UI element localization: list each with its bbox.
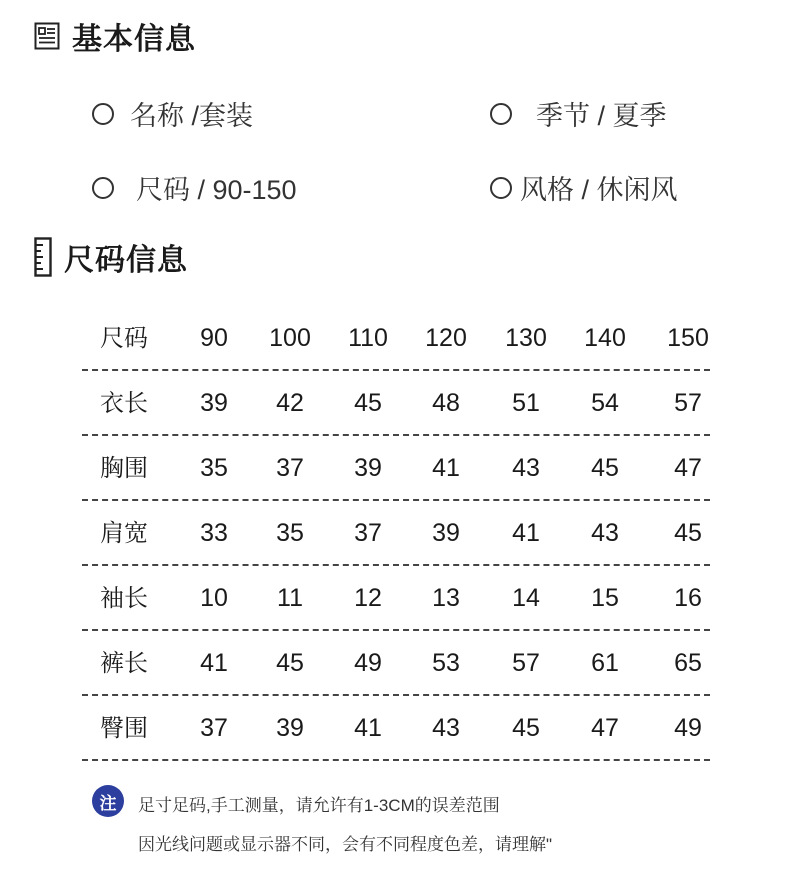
table-cell: 49 [354, 649, 382, 677]
table-cell: 39 [354, 454, 382, 482]
table-cell: 13 [432, 584, 460, 612]
circle-bullet-icon [490, 177, 512, 199]
table-cell: 120 [425, 324, 467, 352]
size-info-title: 尺码信息 [64, 244, 188, 277]
circle-bullet-icon [490, 103, 512, 125]
table-cell: 41 [512, 519, 540, 547]
table-cell: 47 [674, 454, 702, 482]
table-cell: 12 [354, 584, 382, 612]
table-cell: 45 [591, 454, 619, 482]
note-line-2: 因光线问题或显示器不同，会有不同程度色差，请理解" [138, 835, 553, 854]
table-row [82, 631, 710, 696]
row-label: 裤长 [100, 650, 148, 677]
info-item-text: 风格 / 休闲风 [520, 175, 678, 205]
size-table [82, 306, 710, 761]
table-cell: 10 [200, 584, 228, 612]
table-cell: 90 [200, 324, 228, 352]
table-cell: 100 [269, 324, 311, 352]
table-cell: 49 [674, 714, 702, 742]
ruler-icon [34, 237, 52, 277]
table-cell: 37 [276, 454, 304, 482]
table-cell: 35 [276, 519, 304, 547]
table-cell: 14 [512, 584, 540, 612]
table-cell: 11 [277, 584, 303, 612]
circle-bullet-icon [92, 103, 114, 125]
info-item-name [92, 94, 253, 133]
table-cell: 33 [200, 519, 228, 547]
table-cell: 57 [674, 389, 702, 417]
table-row [82, 306, 710, 371]
note-line-1: 足寸足码,手工测量，请允许有1-3CM的误差范围 [138, 796, 500, 815]
info-item-style [490, 168, 678, 207]
info-item-size [92, 168, 297, 207]
table-row [82, 371, 710, 436]
table-cell: 53 [432, 649, 460, 677]
table-cell: 65 [674, 649, 702, 677]
table-cell: 43 [512, 454, 540, 482]
size-info-header [34, 235, 188, 279]
note-badge-icon: 注 [92, 785, 124, 817]
table-cell: 45 [354, 389, 382, 417]
table-cell: 48 [432, 389, 460, 417]
table-cell: 45 [674, 519, 702, 547]
table-cell: 43 [432, 714, 460, 742]
info-item-text: 尺码 / 90-150 [136, 175, 297, 205]
row-label: 衣长 [100, 390, 148, 417]
row-label: 袖长 [100, 585, 148, 612]
table-cell: 45 [512, 714, 540, 742]
basic-info-header [34, 14, 196, 58]
table-cell: 43 [591, 519, 619, 547]
table-cell: 37 [200, 714, 228, 742]
table-cell: 41 [200, 649, 228, 677]
table-cell: 57 [512, 649, 540, 677]
table-cell: 130 [505, 324, 547, 352]
info-item-text: 季节 / 夏季 [536, 101, 667, 131]
info-item-season [490, 94, 667, 133]
table-cell: 39 [276, 714, 304, 742]
table-cell: 15 [591, 584, 619, 612]
table-cell: 110 [348, 324, 388, 352]
table-cell: 41 [354, 714, 382, 742]
row-label: 胸围 [100, 455, 148, 482]
table-row [82, 501, 710, 566]
document-icon [34, 22, 60, 50]
table-cell: 39 [432, 519, 460, 547]
table-row [82, 566, 710, 631]
row-label: 臀围 [100, 715, 148, 742]
table-cell: 39 [200, 389, 228, 417]
table-cell: 35 [200, 454, 228, 482]
basic-info-title: 基本信息 [72, 23, 196, 56]
table-cell: 47 [591, 714, 619, 742]
info-item-text: 名称 /套装 [130, 101, 254, 131]
table-cell: 16 [674, 584, 702, 612]
row-label: 肩宽 [100, 520, 148, 547]
table-cell: 61 [591, 649, 619, 677]
table-cell: 41 [432, 454, 460, 482]
table-row [82, 436, 710, 501]
table-cell: 45 [276, 649, 304, 677]
table-cell: 54 [591, 389, 619, 417]
circle-bullet-icon [92, 177, 114, 199]
table-cell: 37 [354, 519, 382, 547]
table-cell: 150 [667, 324, 709, 352]
table-cell: 140 [584, 324, 626, 352]
table-row [82, 696, 710, 761]
table-cell: 42 [276, 389, 304, 417]
row-label: 尺码 [100, 325, 148, 352]
table-cell: 51 [512, 389, 540, 417]
